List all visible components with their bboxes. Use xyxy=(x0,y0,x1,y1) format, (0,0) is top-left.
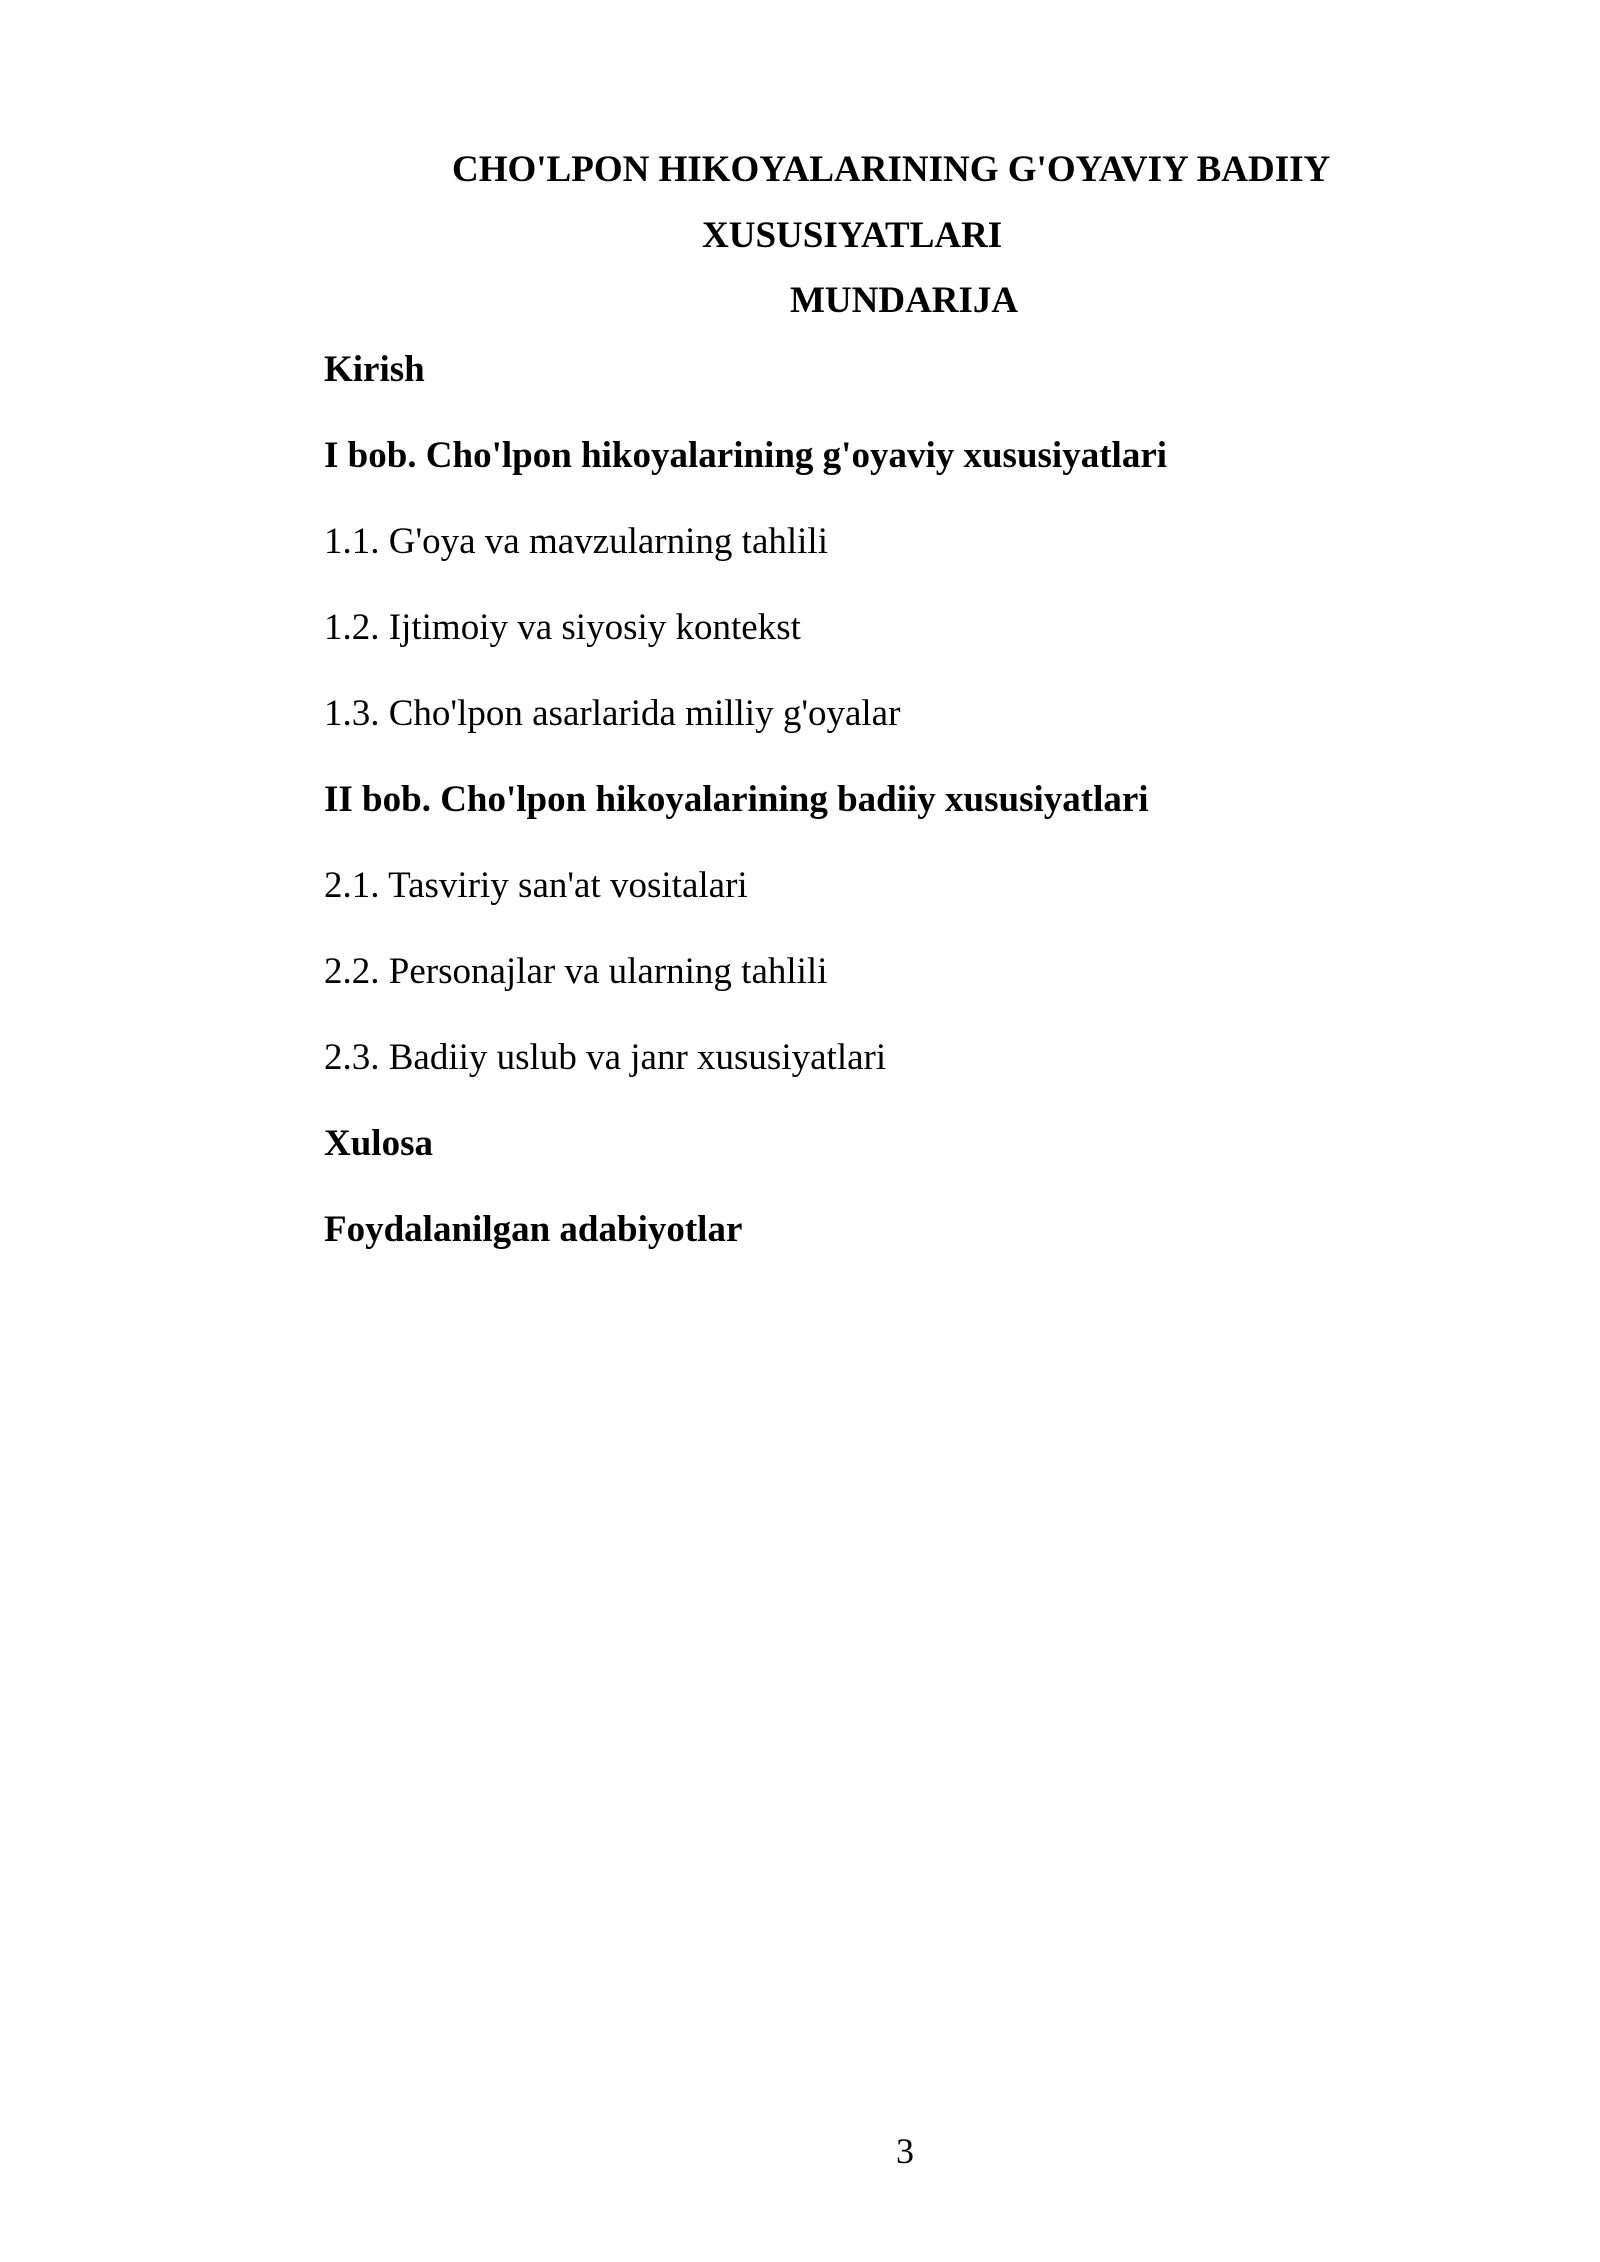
toc-item-section-2-1: 2.1. Tasviriy san'at vositalari xyxy=(324,865,748,906)
document-title-line-1: CHO'LPON HIKOYALARINING G'OYAVIY BADIIY xyxy=(452,149,1331,190)
toc-item-section-1-3: 1.3. Cho'lpon asarlarida milliy g'oyalar xyxy=(324,693,901,734)
toc-item-section-1-2: 1.2. Ijtimoiy va siyosiy kontekst xyxy=(324,607,801,648)
toc-item-section-2-2: 2.2. Personajlar va ularning tahlili xyxy=(324,951,828,992)
toc-item-section-2-3: 2.3. Badiiy uslub va janr xususiyatlari xyxy=(324,1037,887,1078)
page-number: 3 xyxy=(896,2131,914,2171)
toc-item-kirish: Kirish xyxy=(324,349,425,390)
toc-item-section-1-1: 1.1. G'oya va mavzularning tahlili xyxy=(324,521,828,562)
toc-item-chapter-1: I bob. Cho'lpon hikoyalarining g'oyaviy xususiyatlari xyxy=(324,435,1168,476)
toc-item-references: Foydalanilgan adabiyotlar xyxy=(324,1209,743,1250)
document-title-line-2: XUSUSIYATLARI xyxy=(702,215,1003,256)
toc-heading: MUNDARIJA xyxy=(790,280,1019,321)
toc-item-xulosa: Xulosa xyxy=(324,1123,433,1164)
toc-item-chapter-2: II bob. Cho'lpon hikoyalarining badiiy xususiyatlari xyxy=(324,779,1149,820)
